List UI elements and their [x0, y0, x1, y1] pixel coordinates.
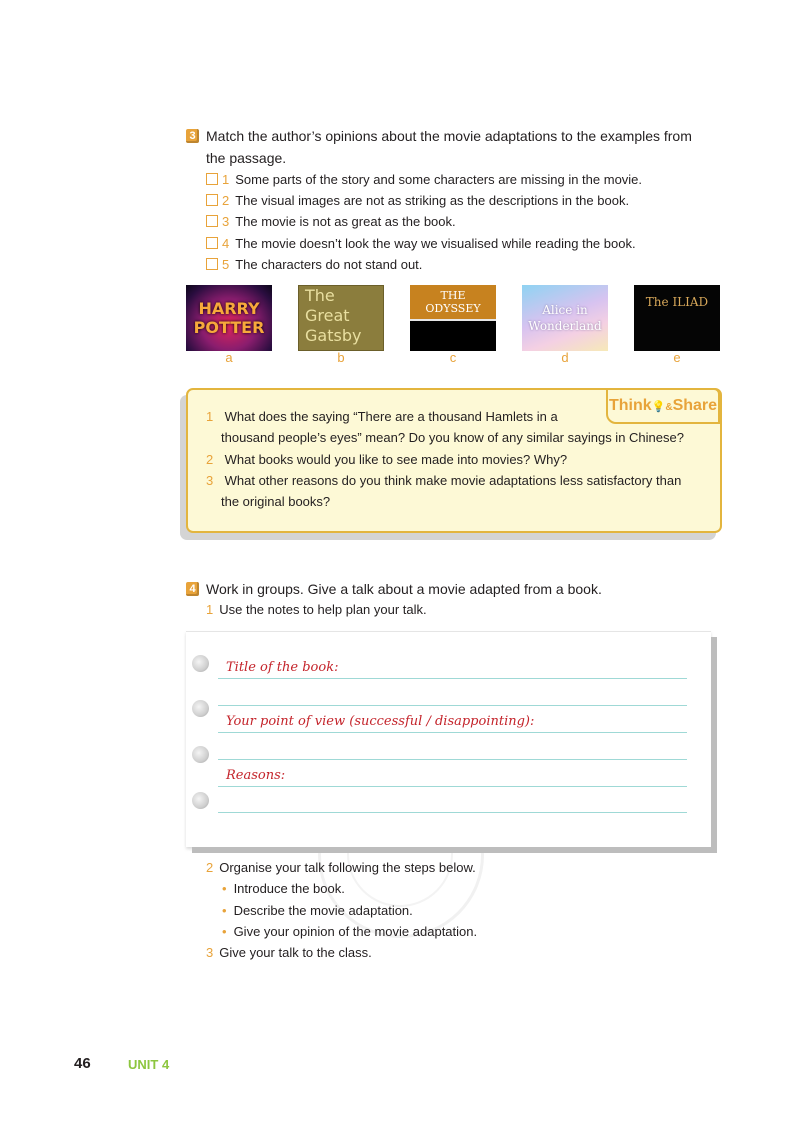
- poster-title-line-1: HARRY: [198, 299, 260, 318]
- opinion-item-4: [206, 235, 636, 253]
- poster-alice-in-wonderland: [522, 285, 608, 351]
- item-number: 4: [222, 236, 230, 251]
- binder-ring-icon: [192, 655, 209, 672]
- bullet-item: [222, 923, 477, 941]
- checkbox-2[interactable]: [206, 194, 218, 206]
- bullet-item: [222, 880, 345, 898]
- poster-harry-potter: [186, 285, 272, 351]
- exercise-4-instruction: Work in groups. Give a talk about a movie adapted from a book.: [206, 581, 602, 597]
- poster-letter-b: b: [337, 350, 345, 365]
- question-line-1: What does the saying “There are a thousand Hamlets in a: [224, 409, 558, 424]
- poster-title-line-1: THE: [440, 289, 466, 302]
- binder-ring-icon: [192, 700, 209, 717]
- step-2: [206, 859, 476, 877]
- step-text: Give your talk to the class.: [219, 945, 372, 960]
- instruction-line-2: the passage.: [206, 150, 287, 166]
- lightbulb-icon: 💡: [651, 401, 666, 413]
- poster-divider: [410, 319, 496, 321]
- step-text: Use the notes to help plan your talk.: [219, 602, 427, 617]
- item-number: 3: [222, 214, 230, 229]
- binder-ring-icon: [192, 792, 209, 809]
- poster-title-line-2: Great: [305, 306, 350, 325]
- page-number: 46: [74, 1055, 91, 1072]
- item-text: The characters do not stand out.: [235, 257, 423, 272]
- checkbox-4[interactable]: [206, 237, 218, 249]
- question-number: 2: [206, 452, 214, 467]
- poster-title-line-1: Alice in: [542, 303, 588, 317]
- item-text: The movie doesn’t look the way we visualised while reading the book.: [235, 236, 636, 251]
- poster-title-band: [410, 285, 496, 319]
- writing-line[interactable]: [218, 732, 687, 733]
- checkbox-1[interactable]: [206, 173, 218, 185]
- step-text: Organise your talk following the steps below.: [219, 860, 476, 875]
- poster-letter-c: c: [449, 350, 457, 365]
- poster-title-line-2: Wonderland: [528, 319, 602, 333]
- checkbox-5[interactable]: [206, 258, 218, 270]
- exercise-3-instruction: [206, 125, 692, 169]
- item-number: 1: [222, 172, 230, 187]
- poster-title-line-3: Gatsby: [305, 326, 362, 345]
- poster-iliad: [634, 285, 720, 351]
- question-3: [206, 470, 681, 512]
- bullet-text: Give your opinion of the movie adaptation.: [233, 924, 478, 939]
- bullet-dot-icon: •: [222, 924, 227, 939]
- unit-label: UNIT 4: [128, 1057, 170, 1072]
- item-number: 2: [222, 193, 230, 208]
- bullet-dot-icon: •: [222, 903, 227, 918]
- step-1: [206, 601, 427, 619]
- checkbox-3[interactable]: [206, 215, 218, 227]
- question-number: 1: [206, 409, 214, 424]
- question-line-1: What other reasons do you think make movie adaptations less satisfactory than: [224, 473, 682, 488]
- step-number: 3: [206, 945, 214, 960]
- notes-reasons-label: Reasons:: [226, 768, 286, 783]
- poster-title-line-1: The: [305, 286, 335, 305]
- writing-line[interactable]: [218, 678, 687, 679]
- item-number: 5: [222, 257, 230, 272]
- writing-line[interactable]: [218, 786, 687, 787]
- notes-title-label: Title of the book:: [226, 660, 339, 675]
- instruction-line-1: Match the author’s opinions about the movie adaptations to the examples from: [206, 128, 692, 144]
- opinion-item-3: [206, 213, 456, 231]
- poster-letter-d: d: [561, 350, 569, 365]
- exercise-4-number: 4: [186, 582, 199, 596]
- opinion-item-2: [206, 192, 629, 210]
- opinion-item-5: [206, 256, 422, 274]
- poster-letter-a: a: [225, 350, 233, 365]
- question-line-1: What books would you like to see made into movies? Why?: [224, 452, 568, 467]
- question-line-2: the original books?: [221, 494, 331, 509]
- poster-great-gatsby: [298, 285, 384, 351]
- opinion-item-1: [206, 171, 642, 189]
- notes-view-label: Your point of view (successful / disappointing):: [226, 714, 535, 729]
- writing-line[interactable]: [218, 812, 687, 813]
- bullet-item: [222, 902, 413, 920]
- writing-line[interactable]: [218, 759, 687, 760]
- bullet-dot-icon: •: [222, 881, 227, 896]
- step-number: 1: [206, 602, 214, 617]
- badge-amp: &: [665, 402, 673, 413]
- poster-title-line-2: ODYSSEY: [425, 302, 481, 315]
- badge-think: Think: [608, 397, 652, 414]
- question-2: [206, 449, 567, 470]
- bullet-text: Introduce the book.: [233, 881, 345, 896]
- binder-ring-icon: [192, 746, 209, 763]
- question-number: 3: [206, 473, 214, 488]
- poster-letter-e: e: [673, 350, 681, 365]
- bullet-text: Describe the movie adaptation.: [233, 903, 413, 918]
- poster-odyssey: [410, 285, 496, 351]
- item-text: Some parts of the story and some characters are missing in the movie.: [235, 172, 643, 187]
- poster-title-line-2: POTTER: [193, 318, 265, 337]
- poster-title-line-1: The ILIAD: [645, 295, 709, 309]
- item-text: The visual images are not as striking as the descriptions in the book.: [235, 193, 630, 208]
- item-text: The movie is not as great as the book.: [235, 214, 456, 229]
- writing-line[interactable]: [218, 705, 687, 706]
- badge-share: Share: [672, 397, 718, 414]
- question-1: [206, 406, 684, 448]
- exercise-3-number: 3: [186, 129, 199, 143]
- step-number: 2: [206, 860, 214, 875]
- question-line-2: thousand people’s eyes” mean? Do you know of any similar sayings in Chinese?: [221, 430, 684, 445]
- step-3: [206, 944, 372, 962]
